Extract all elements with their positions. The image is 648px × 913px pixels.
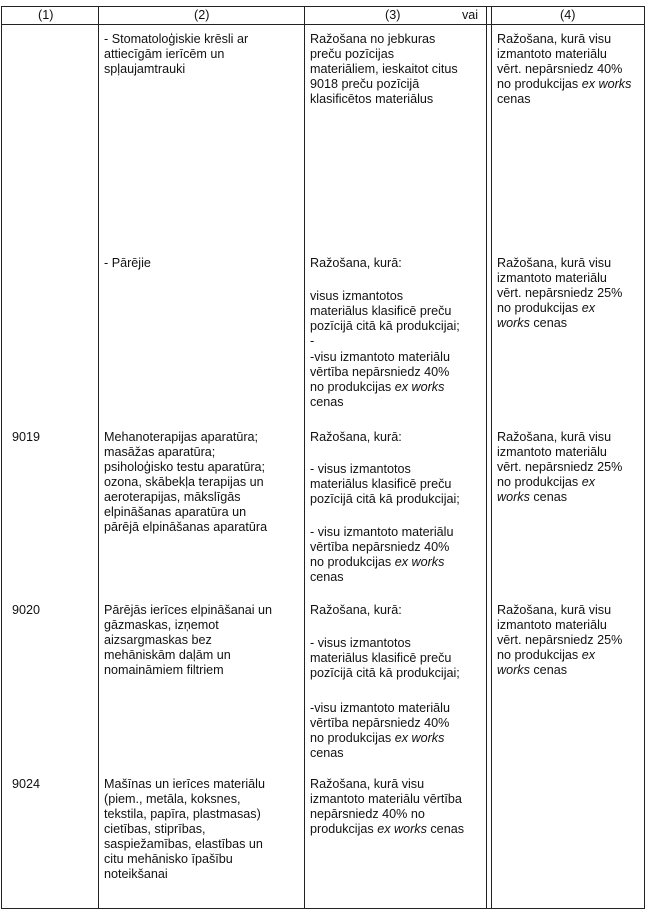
row-description: Mašīnas un ierīces materiālu (piem., metāla, koksnes, tekstila, papīra, plastmasas) cietības, stiprības, saspiežamības, elastības un citu mehānisko īpašību noteikšanai [104,777,265,881]
row-origin-intro: Ražošana, kurā: [310,430,402,444]
header-divider [1,24,645,25]
row-description: Pārējās ierīces elpināšanai un gāzmaskas, izņemot aizsargmaskas bez mehāniskām daļām un nomaināmiem filtriem [104,603,273,677]
row-alternative-rule: Ražošana, kurā visu izmantoto materiālu vērt. nepārsniedz 40% no produkcijas ex works cenas [497,32,632,106]
heading-code: 9024 [12,777,41,791]
column-divider [304,6,305,909]
row-origin-intro: Ražošana, kurā: [310,256,402,270]
row-alternative-rule: Ražošana, kurā visu izmantoto materiālu vērt. nepārsniedz 25% no produkcijas ex works cenas [497,256,623,330]
header-col1: (1) [38,8,54,22]
header-col3: (3) [385,8,401,22]
column-divider [98,6,99,909]
row-description: - Stomatoloģiskie krēsli ar attiecīgām ierīcēm un spļaujamtrauki [104,32,249,76]
heading-code: 9019 [12,430,41,444]
header-col2: (2) [194,8,210,22]
row-origin-condition-1: - visus izmantotos materiālus klasificē preču pozīcijā citā kā produkcijai; [310,462,460,506]
row-origin-intro: Ražošana, kurā: [310,603,402,617]
row-origin-condition-2: - visu izmantoto materiālu vērtība nepārsniedz 40% no produkcijas ex works cenas [310,525,454,584]
header-col4: (4) [560,8,576,22]
row-origin-condition-2: -visu izmantoto materiālu vērtība nepārsniedz 40% no produkcijas ex works cenas [310,701,450,760]
heading-code: 9020 [12,603,41,617]
row-alternative-rule: Ražošana, kurā visu izmantoto materiālu vērt. nepārsniedz 25% no produkcijas ex works cenas [497,430,623,504]
row-origin-condition-1: visus izmantotos materiālus klasificē preču pozīcijā citā kā produkcijai; - [310,289,460,348]
row-description: - Pārējie [104,256,151,270]
row-description: Mehanoterapijas aparatūra; masāžas aparatūra; psiholoģisko testu aparatūra; ozona, skābekļa terapijas un aeroterapijas, mākslīgās elpināšanas aparatūra un pārējā elpināšanas aparatūra [104,430,268,534]
row-alternative-rule: Ražošana, kurā visu izmantoto materiālu vērt. nepārsniedz 25% no produkcijas ex works cenas [497,603,623,677]
column-divider [491,6,492,909]
row-origin-rule: Ražošana no jebkuras preču pozīcijas materiāliem, ieskaitot citus 9018 preču pozīcijā klasificētos materiālus [310,32,458,106]
row-origin-condition-2: -visu izmantoto materiālu vērtība nepārsniedz 40% no produkcijas ex works cenas [310,350,450,409]
row-origin-rule: Ražošana, kurā visu izmantoto materiālu vērtība nepārsniedz 40% no produkcijas ex works cenas [310,777,464,836]
header-vai: vai [462,8,479,22]
column-divider [486,6,487,909]
row-origin-condition-1: - visus izmantotos materiālus klasificē preču pozīcijā citā kā produkcijai; [310,636,460,680]
